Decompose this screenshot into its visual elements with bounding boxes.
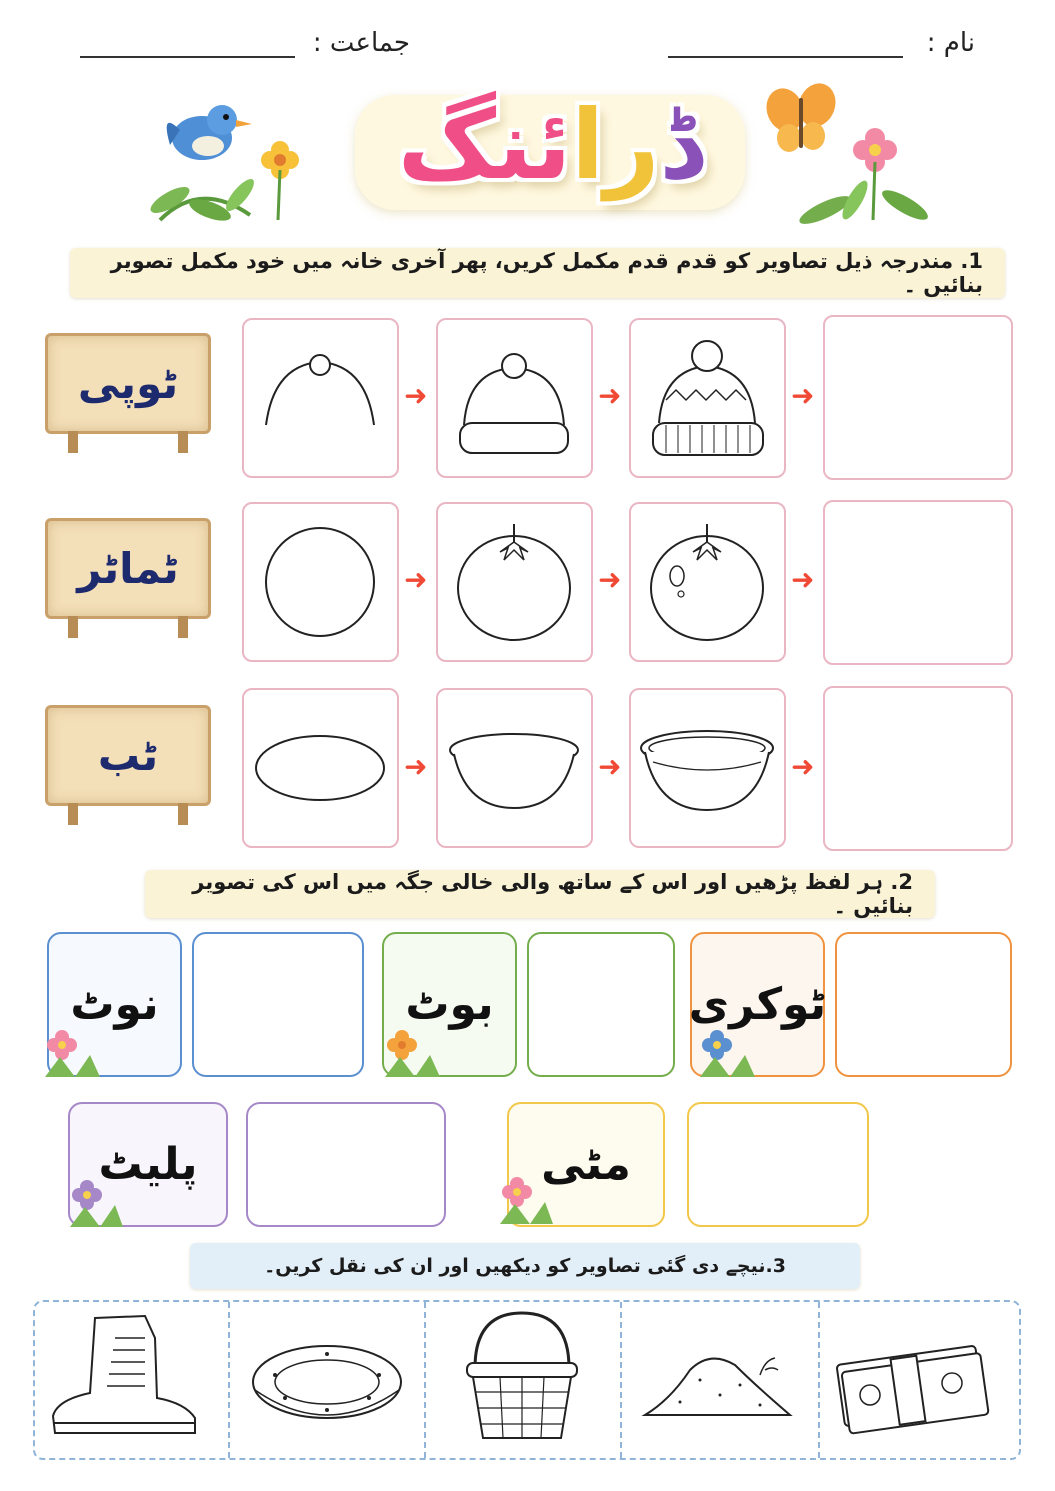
hat-step1-icon [244, 320, 397, 476]
signboard-row3 [45, 705, 211, 806]
arrow-icon: ➜ [598, 750, 622, 783]
row1-word: ٹوپی [77, 359, 179, 408]
arrow-icon: ➜ [791, 379, 815, 412]
step2-box-hat [436, 318, 593, 478]
class-input-line[interactable] [80, 56, 295, 58]
signboard-post [68, 803, 78, 825]
tub-icon [631, 690, 784, 846]
tub-step2-icon [438, 690, 591, 846]
page-title [350, 70, 750, 220]
oval-step-icon [244, 690, 397, 846]
strip-divider [424, 1302, 426, 1458]
title-letter-2: را [571, 89, 660, 201]
boot-icon [45, 1308, 215, 1453]
word-note: نوٹ [70, 979, 159, 1030]
tomato-step2-icon [438, 504, 591, 660]
tomato-icon [631, 504, 784, 660]
title-letter-3: ئنگ [397, 89, 572, 201]
draw-box-boot[interactable] [527, 932, 675, 1077]
draw-box-tomato[interactable] [823, 500, 1013, 665]
step1-box-tub [242, 688, 399, 848]
name-input-line[interactable] [668, 56, 903, 58]
step3-box-tub [629, 688, 786, 848]
signboard-row1 [45, 333, 211, 434]
section2-instruction: 2. ہر لفظ پڑھیں اور اس کے ساتھ والی خالی جگہ میں اس کی تصویر بنائیں ۔ [192, 870, 913, 918]
step2-box-tub [436, 688, 593, 848]
plate-icon [245, 1340, 410, 1435]
section1-instruction: 1. مندرجہ ذیل تصاویر کو قدم قدم مکمل کریں، پھر آخری خانہ میں خود مکمل تصویر بنائیں ۔ [110, 249, 983, 297]
row2-word: ٹماٹر [77, 544, 179, 593]
word-plate: پلیٹ [98, 1139, 198, 1190]
strip-divider [620, 1302, 622, 1458]
draw-box-plate[interactable] [246, 1102, 446, 1227]
flower-icon [65, 1175, 125, 1230]
word-soil: مٹی [541, 1139, 631, 1190]
draw-box-hat[interactable] [823, 315, 1013, 480]
signboard-post [68, 431, 78, 453]
step1-box-hat [242, 318, 399, 478]
signboard-post [68, 616, 78, 638]
flower-icon [495, 1172, 555, 1227]
bird-flowers-decoration [140, 90, 330, 230]
flower-icon [380, 1025, 450, 1080]
draw-box-note[interactable] [192, 932, 364, 1077]
butterfly-flowers-decoration [765, 80, 930, 230]
bird-icon [167, 105, 252, 160]
hat-step2-icon [438, 320, 591, 476]
flower-icon [40, 1025, 110, 1080]
knit-hat-icon [631, 320, 784, 476]
arrow-icon: ➜ [404, 379, 428, 412]
arrow-icon: ➜ [598, 379, 622, 412]
signboard-post [178, 431, 188, 453]
money-stack-icon [830, 1335, 990, 1435]
arrow-icon: ➜ [598, 563, 622, 596]
arrow-icon: ➜ [404, 563, 428, 596]
arrow-icon: ➜ [404, 750, 428, 783]
step3-box-tomato [629, 502, 786, 662]
draw-box-soil[interactable] [687, 1102, 869, 1227]
section3-instruction-banner [190, 1243, 860, 1289]
flower-icon [695, 1025, 765, 1080]
butterfly-icon [765, 80, 841, 152]
arrow-icon: ➜ [791, 750, 815, 783]
title-letter-1: ڈ [659, 89, 703, 201]
section3-instruction: 3.نیچے دی گئی تصاویر کو دیکھیں اور ان کی نقل کریں۔ [264, 1255, 786, 1277]
class-label: جماعت : [312, 28, 410, 58]
arrow-icon: ➜ [791, 563, 815, 596]
step3-box-hat [629, 318, 786, 478]
strip-divider [818, 1302, 820, 1458]
basket-icon [455, 1308, 590, 1453]
flower-icon [853, 128, 897, 220]
soil-pile-icon [640, 1340, 800, 1430]
strip-divider [228, 1302, 230, 1458]
draw-box-basket[interactable] [835, 932, 1012, 1077]
signboard-post [178, 616, 188, 638]
section1-instruction-banner [70, 248, 1005, 298]
word-basket: ٹوکری [688, 979, 827, 1030]
row3-word: ٹب [97, 731, 159, 780]
signboard-row2 [45, 518, 211, 619]
step1-box-tomato [242, 502, 399, 662]
section2-instruction-banner [145, 870, 935, 918]
step2-box-tomato [436, 502, 593, 662]
flower-icon [261, 141, 299, 220]
name-label: نام : [926, 28, 975, 58]
signboard-post [178, 803, 188, 825]
draw-box-tub[interactable] [823, 686, 1013, 851]
circle-step-icon [244, 504, 397, 660]
word-boot: بوٹ [405, 979, 494, 1030]
